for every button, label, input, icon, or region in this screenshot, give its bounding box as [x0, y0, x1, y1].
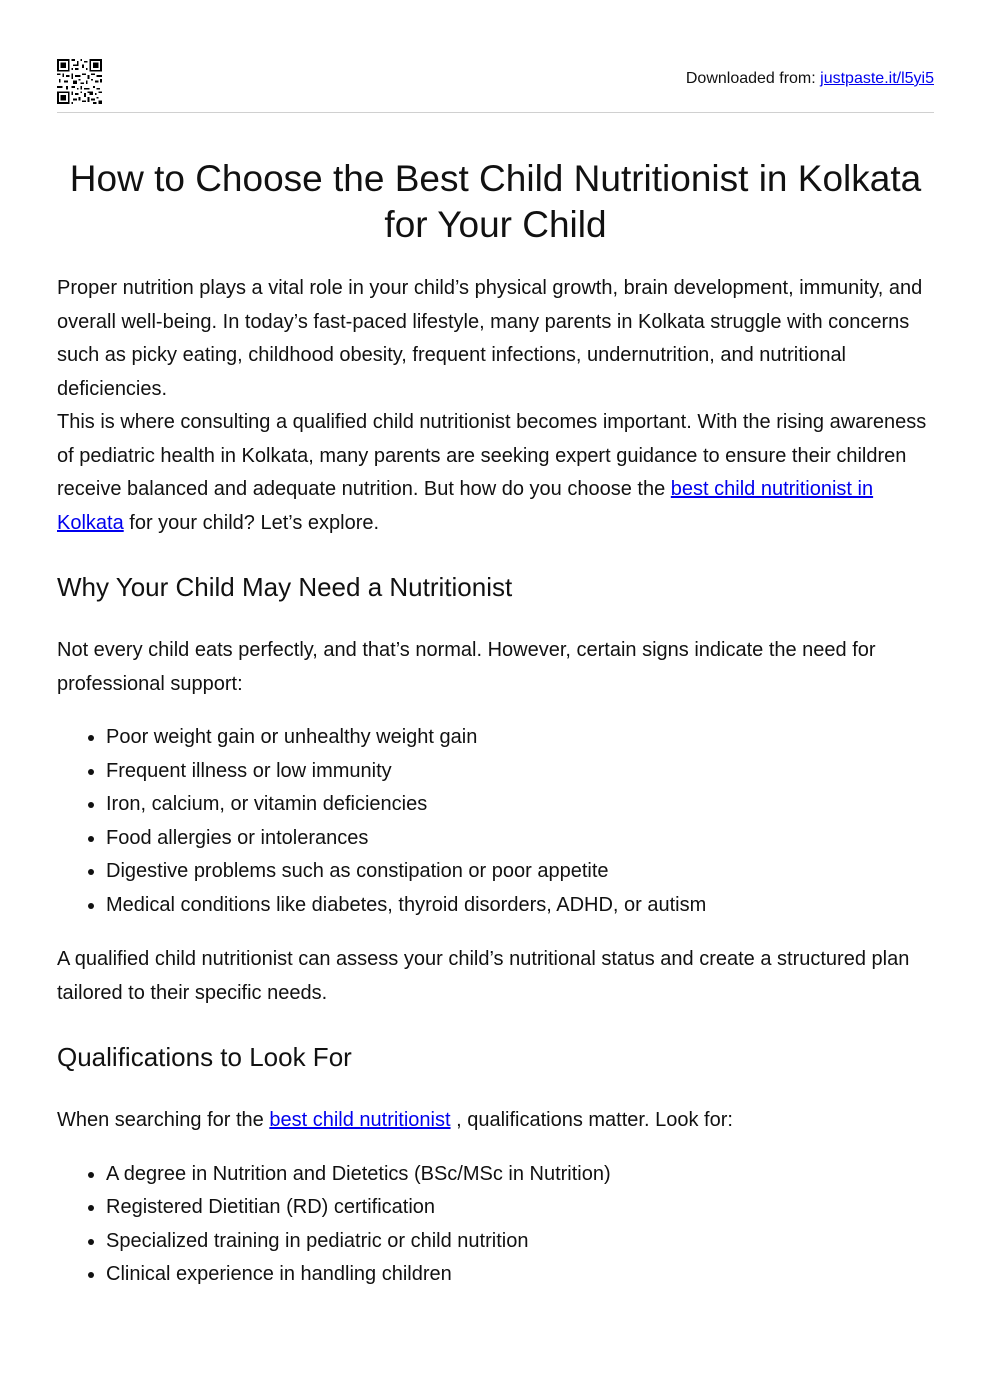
intro-paragraph-1: Proper nutrition plays a vital role in your child’s physical growth, brain development, immunity, and overall well-being. In today’s fast-paced lifestyle, many parents in Kolkata struggle with concerns such as picky eating, childhood obesity, frequent infections, undernutrition, and nutritional deficiencies. [57, 277, 923, 400]
downloaded-label: Downloaded from: [685, 70, 821, 87]
list-item: • Frequent illness or low immunity [106, 755, 934, 789]
intro-paragraph-2 [57, 406, 934, 540]
section-why-lead: Not every child eats perfectly, and that’s normal. However, certain signs indicate the need for professional support: [57, 639, 876, 695]
best-child-nutritionist-kolkata-link[interactable]: best child nutritionist in Kolkata [57, 478, 874, 534]
intro-paragraph-2-text-before: This is where consulting a qualified child nutritionist becomes important. With the rising awareness of pediatric health in Kolkata, many parents are seeking expert guidance to ensure their children receive balanced and adequate nutrition. But how do you choose the [57, 411, 927, 500]
section-heading-qualifications: Qualifications to Look For [57, 1042, 352, 1072]
qualifications-lead-before: When searching for the [57, 1109, 270, 1131]
best-child-nutritionist-link[interactable]: best child nutritionist [269, 1109, 451, 1131]
list-item: • Poor weight gain or unhealthy weight gain [106, 721, 934, 755]
list-item: • Digestive problems such as constipation or poor appetite [106, 855, 934, 889]
list-item: • A degree in Nutrition and Dietetics (BSc/MSc in Nutrition) [106, 1158, 934, 1192]
qr-code-icon [57, 59, 102, 104]
list-item: • Registered Dietitian (RD) certification [106, 1191, 934, 1225]
intro-paragraph-2-text-after: for your child? Let’s explore. [123, 511, 380, 534]
source-link[interactable]: justpaste.it/l5yi5 [820, 70, 934, 87]
page-header [57, 0, 934, 113]
list-item: • Medical conditions like diabetes, thyroid disorders, ADHD, or autism [106, 889, 934, 923]
qualifications-lead-after: , qualifications matter. Look for: [450, 1109, 733, 1131]
list-item: • Clinical experience in handling children [106, 1258, 934, 1292]
section-qualifications-lead [57, 1104, 934, 1138]
list-item: • Specialized training in pediatric or child nutrition [106, 1225, 934, 1259]
qualifications-list [57, 1158, 934, 1292]
page-title: How to Choose the Best Child Nutritionist in Kolkata for Your Child [69, 158, 922, 245]
section-why-closing: A qualified child nutritionist can assess your child’s nutritional status and create a structured plan tailored to their specific needs. [57, 948, 910, 1004]
list-item: • Iron, calcium, or vitamin deficiencies [106, 788, 934, 822]
section-heading-why: Why Your Child May Need a Nutritionist [57, 572, 513, 602]
list-item: • Food allergies or intolerances [106, 822, 934, 856]
downloaded-from [686, 70, 934, 88]
needs-list [57, 721, 934, 922]
document-page [57, 0, 934, 1292]
